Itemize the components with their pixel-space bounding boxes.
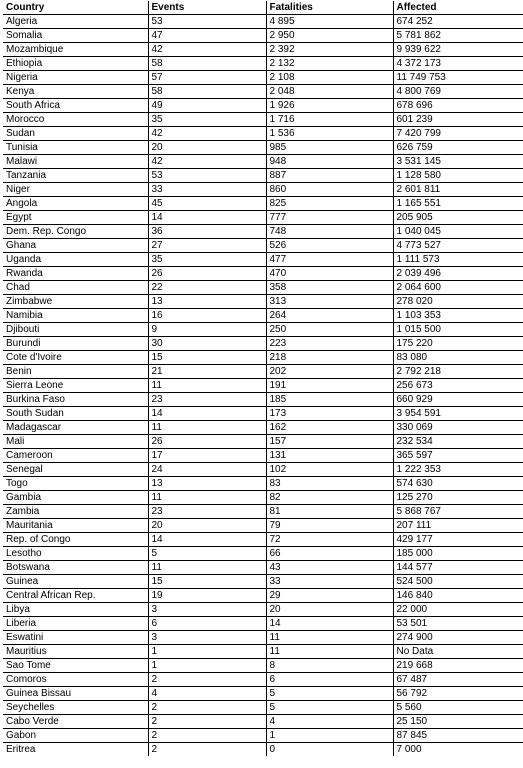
cell-fatalities: 33 bbox=[266, 575, 393, 589]
cell-country: Madagascar bbox=[3, 421, 148, 435]
cell-country: Mozambique bbox=[3, 43, 148, 57]
cell-events: 35 bbox=[148, 113, 266, 127]
cell-events: 20 bbox=[148, 141, 266, 155]
cell-affected: 5 868 767 bbox=[393, 505, 523, 519]
table-row bbox=[3, 211, 523, 225]
cell-affected: 22 000 bbox=[393, 603, 523, 617]
cell-country: Zambia bbox=[3, 505, 148, 519]
cell-country: Lesotho bbox=[3, 547, 148, 561]
header-affected: Affected bbox=[393, 1, 523, 15]
cell-country: Algeria bbox=[3, 15, 148, 29]
cell-events: 1 bbox=[148, 659, 266, 673]
cell-affected: 144 577 bbox=[393, 561, 523, 575]
cell-fatalities: 1 bbox=[266, 729, 393, 743]
cell-fatalities: 860 bbox=[266, 183, 393, 197]
table-row bbox=[3, 225, 523, 239]
cell-fatalities: 5 bbox=[266, 687, 393, 701]
cell-country: Mali bbox=[3, 435, 148, 449]
table-row bbox=[3, 85, 523, 99]
cell-events: 20 bbox=[148, 519, 266, 533]
cell-affected: 274 900 bbox=[393, 631, 523, 645]
data-sheet bbox=[3, 1, 523, 756]
cell-fatalities: 0 bbox=[266, 743, 393, 757]
cell-fatalities: 20 bbox=[266, 603, 393, 617]
cell-events: 17 bbox=[148, 449, 266, 463]
cell-affected: 7 420 799 bbox=[393, 127, 523, 141]
cell-events: 2 bbox=[148, 743, 266, 757]
cell-fatalities: 477 bbox=[266, 253, 393, 267]
cell-fatalities: 6 bbox=[266, 673, 393, 687]
cell-country: Mauritania bbox=[3, 519, 148, 533]
cell-affected: 205 905 bbox=[393, 211, 523, 225]
cell-country: Tanzania bbox=[3, 169, 148, 183]
cell-affected: 2 064 600 bbox=[393, 281, 523, 295]
cell-affected: No Data bbox=[393, 645, 523, 659]
table-row bbox=[3, 617, 523, 631]
table-row bbox=[3, 421, 523, 435]
cell-affected: 5 781 862 bbox=[393, 29, 523, 43]
cell-fatalities: 358 bbox=[266, 281, 393, 295]
table-row bbox=[3, 239, 523, 253]
cell-affected: 53 501 bbox=[393, 617, 523, 631]
cell-events: 2 bbox=[148, 701, 266, 715]
cell-affected: 1 222 353 bbox=[393, 463, 523, 477]
table-row bbox=[3, 337, 523, 351]
cell-events: 27 bbox=[148, 239, 266, 253]
cell-events: 23 bbox=[148, 393, 266, 407]
cell-fatalities: 250 bbox=[266, 323, 393, 337]
cell-fatalities: 777 bbox=[266, 211, 393, 225]
cell-fatalities: 887 bbox=[266, 169, 393, 183]
cell-fatalities: 2 108 bbox=[266, 71, 393, 85]
cell-country: Rep. of Congo bbox=[3, 533, 148, 547]
cell-affected: 1 128 580 bbox=[393, 169, 523, 183]
cell-events: 3 bbox=[148, 603, 266, 617]
table-row bbox=[3, 673, 523, 687]
cell-fatalities: 825 bbox=[266, 197, 393, 211]
cell-country: Guinea bbox=[3, 575, 148, 589]
cell-fatalities: 313 bbox=[266, 295, 393, 309]
table-row bbox=[3, 351, 523, 365]
cell-events: 5 bbox=[148, 547, 266, 561]
cell-fatalities: 470 bbox=[266, 267, 393, 281]
table-row bbox=[3, 729, 523, 743]
cell-country: Ethiopia bbox=[3, 57, 148, 71]
table-row bbox=[3, 743, 523, 757]
cell-events: 11 bbox=[148, 561, 266, 575]
cell-affected: 256 673 bbox=[393, 379, 523, 393]
cell-fatalities: 4 bbox=[266, 715, 393, 729]
cell-affected: 1 103 353 bbox=[393, 309, 523, 323]
cell-country: Libya bbox=[3, 603, 148, 617]
table-row bbox=[3, 435, 523, 449]
cell-affected: 83 080 bbox=[393, 351, 523, 365]
header-country: Country bbox=[3, 1, 148, 15]
cell-affected: 1 015 500 bbox=[393, 323, 523, 337]
cell-events: 3 bbox=[148, 631, 266, 645]
cell-events: 15 bbox=[148, 351, 266, 365]
country-statistics-table bbox=[3, 1, 523, 756]
cell-events: 42 bbox=[148, 43, 266, 57]
cell-fatalities: 2 392 bbox=[266, 43, 393, 57]
cell-events: 16 bbox=[148, 309, 266, 323]
cell-affected: 146 840 bbox=[393, 589, 523, 603]
cell-events: 21 bbox=[148, 365, 266, 379]
cell-events: 11 bbox=[148, 491, 266, 505]
table-row bbox=[3, 57, 523, 71]
table-row bbox=[3, 463, 523, 477]
cell-affected: 232 534 bbox=[393, 435, 523, 449]
table-row bbox=[3, 687, 523, 701]
cell-affected: 207 111 bbox=[393, 519, 523, 533]
cell-fatalities: 223 bbox=[266, 337, 393, 351]
cell-affected: 524 500 bbox=[393, 575, 523, 589]
cell-country: Mauritius bbox=[3, 645, 148, 659]
cell-fatalities: 8 bbox=[266, 659, 393, 673]
cell-country: Rwanda bbox=[3, 267, 148, 281]
cell-events: 4 bbox=[148, 687, 266, 701]
cell-affected: 660 929 bbox=[393, 393, 523, 407]
cell-fatalities: 43 bbox=[266, 561, 393, 575]
cell-affected: 574 630 bbox=[393, 477, 523, 491]
cell-fatalities: 79 bbox=[266, 519, 393, 533]
cell-events: 24 bbox=[148, 463, 266, 477]
cell-events: 14 bbox=[148, 211, 266, 225]
table-row bbox=[3, 169, 523, 183]
cell-country: Comoros bbox=[3, 673, 148, 687]
cell-affected: 2 601 811 bbox=[393, 183, 523, 197]
cell-country: Senegal bbox=[3, 463, 148, 477]
cell-fatalities: 131 bbox=[266, 449, 393, 463]
cell-affected: 7 000 bbox=[393, 743, 523, 757]
table-row bbox=[3, 477, 523, 491]
table-row bbox=[3, 547, 523, 561]
cell-fatalities: 748 bbox=[266, 225, 393, 239]
cell-country: Dem. Rep. Congo bbox=[3, 225, 148, 239]
table-row bbox=[3, 645, 523, 659]
cell-fatalities: 1 536 bbox=[266, 127, 393, 141]
table-row bbox=[3, 309, 523, 323]
cell-affected: 1 111 573 bbox=[393, 253, 523, 267]
cell-country: South Africa bbox=[3, 99, 148, 113]
cell-country: Uganda bbox=[3, 253, 148, 267]
table-row bbox=[3, 253, 523, 267]
cell-events: 19 bbox=[148, 589, 266, 603]
cell-country: Burundi bbox=[3, 337, 148, 351]
cell-affected: 601 239 bbox=[393, 113, 523, 127]
cell-country: Gabon bbox=[3, 729, 148, 743]
cell-events: 53 bbox=[148, 169, 266, 183]
cell-country: Malawi bbox=[3, 155, 148, 169]
cell-country: Cameroon bbox=[3, 449, 148, 463]
table-row bbox=[3, 379, 523, 393]
cell-country: Morocco bbox=[3, 113, 148, 127]
table-row bbox=[3, 15, 523, 29]
cell-country: Eritrea bbox=[6, 744, 36, 756]
cell-fatalities: 2 950 bbox=[266, 29, 393, 43]
table-row bbox=[3, 575, 523, 589]
cell-events: 26 bbox=[148, 435, 266, 449]
cell-fatalities: 1 716 bbox=[266, 113, 393, 127]
cell-events: 15 bbox=[148, 575, 266, 589]
cell-affected: 4 372 173 bbox=[393, 57, 523, 71]
table-row bbox=[3, 533, 523, 547]
cell-events: 23 bbox=[148, 505, 266, 519]
cell-fatalities: 264 bbox=[266, 309, 393, 323]
cell-affected: 175 220 bbox=[393, 337, 523, 351]
table-row bbox=[3, 561, 523, 575]
cell-fatalities: 4 895 bbox=[266, 15, 393, 29]
cell-country: Somalia bbox=[3, 29, 148, 43]
cell-events: 11 bbox=[148, 421, 266, 435]
cell-fatalities: 11 bbox=[266, 631, 393, 645]
cell-events: 47 bbox=[148, 29, 266, 43]
cell-affected: 3 531 145 bbox=[393, 155, 523, 169]
cell-affected: 1 040 045 bbox=[393, 225, 523, 239]
cell-affected: 9 939 622 bbox=[393, 43, 523, 57]
cell-country: South Sudan bbox=[3, 407, 148, 421]
table-row bbox=[3, 519, 523, 533]
cell-fatalities: 202 bbox=[266, 365, 393, 379]
table-row bbox=[3, 701, 523, 715]
cell-events: 2 bbox=[148, 729, 266, 743]
cell-country: Liberia bbox=[3, 617, 148, 631]
cell-fatalities: 985 bbox=[266, 141, 393, 155]
cell-affected: 365 597 bbox=[393, 449, 523, 463]
cell-country: Kenya bbox=[3, 85, 148, 99]
cell-fatalities: 82 bbox=[266, 491, 393, 505]
table-row bbox=[3, 393, 523, 407]
table-row bbox=[3, 113, 523, 127]
cell-events: 57 bbox=[148, 71, 266, 85]
table-body bbox=[3, 15, 523, 757]
cell-events: 2 bbox=[148, 715, 266, 729]
cell-affected: 626 759 bbox=[393, 141, 523, 155]
table-row bbox=[3, 505, 523, 519]
table-row bbox=[3, 71, 523, 85]
cell-fatalities: 157 bbox=[266, 435, 393, 449]
cell-events: 58 bbox=[148, 57, 266, 71]
cell-affected: 678 696 bbox=[393, 99, 523, 113]
table-row bbox=[3, 407, 523, 421]
cell-fatalities: 81 bbox=[266, 505, 393, 519]
table-row bbox=[3, 141, 523, 155]
cell-fatalities: 5 bbox=[266, 701, 393, 715]
table-row bbox=[3, 295, 523, 309]
cell-affected: 1 165 551 bbox=[393, 197, 523, 211]
table-row bbox=[3, 449, 523, 463]
cell-country: Nigeria bbox=[3, 71, 148, 85]
cell-country: Cabo Verde bbox=[3, 715, 148, 729]
table-row bbox=[3, 29, 523, 43]
cell-events: 58 bbox=[148, 85, 266, 99]
cell-fatalities: 102 bbox=[266, 463, 393, 477]
cell-country: Seychelles bbox=[3, 701, 148, 715]
cell-country: Sudan bbox=[3, 127, 148, 141]
table-row bbox=[3, 281, 523, 295]
cell-affected: 87 845 bbox=[393, 729, 523, 743]
cell-fatalities: 218 bbox=[266, 351, 393, 365]
cell-affected: 5 560 bbox=[393, 701, 523, 715]
cell-affected: 25 150 bbox=[393, 715, 523, 729]
cell-events: 45 bbox=[148, 197, 266, 211]
cell-affected: 185 000 bbox=[393, 547, 523, 561]
cell-affected: 56 792 bbox=[393, 687, 523, 701]
cell-events: 36 bbox=[148, 225, 266, 239]
table-row bbox=[3, 659, 523, 673]
cell-country: Zimbabwe bbox=[3, 295, 148, 309]
cell-events: 22 bbox=[148, 281, 266, 295]
cell-fatalities: 29 bbox=[266, 589, 393, 603]
cell-country: Benin bbox=[3, 365, 148, 379]
header-events: Events bbox=[148, 1, 266, 15]
cell-fatalities: 948 bbox=[266, 155, 393, 169]
cell-country: Botswana bbox=[3, 561, 148, 575]
cell-events: 6 bbox=[148, 617, 266, 631]
cell-events: 14 bbox=[148, 533, 266, 547]
cell-events: 53 bbox=[148, 15, 266, 29]
cell-events: 13 bbox=[148, 477, 266, 491]
table-row bbox=[3, 127, 523, 141]
cell-fatalities: 2 048 bbox=[266, 85, 393, 99]
cell-affected: 125 270 bbox=[393, 491, 523, 505]
cell-country: Tunisia bbox=[3, 141, 148, 155]
cell-country: Sierra Leone bbox=[3, 379, 148, 393]
cell-fatalities: 185 bbox=[266, 393, 393, 407]
table-row bbox=[3, 715, 523, 729]
cell-country: Namibia bbox=[3, 309, 148, 323]
table-row bbox=[3, 589, 523, 603]
cell-affected: 67 487 bbox=[393, 673, 523, 687]
cell-country: Guinea Bissau bbox=[3, 687, 148, 701]
cell-affected: 2 792 218 bbox=[393, 365, 523, 379]
cell-affected: 674 252 bbox=[393, 15, 523, 29]
table-row bbox=[3, 155, 523, 169]
cell-affected: 11 749 753 bbox=[393, 71, 523, 85]
cell-fatalities: 83 bbox=[266, 477, 393, 491]
cell-country: Djibouti bbox=[3, 323, 148, 337]
cell-events: 42 bbox=[148, 127, 266, 141]
cell-fatalities: 173 bbox=[266, 407, 393, 421]
cell-affected: 330 069 bbox=[393, 421, 523, 435]
cell-fatalities: 14 bbox=[266, 617, 393, 631]
cell-events: 26 bbox=[148, 267, 266, 281]
cell-fatalities: 526 bbox=[266, 239, 393, 253]
cell-events: 35 bbox=[148, 253, 266, 267]
table-row bbox=[3, 603, 523, 617]
cell-affected: 278 020 bbox=[393, 295, 523, 309]
cell-events: 1 bbox=[148, 645, 266, 659]
table-row bbox=[3, 323, 523, 337]
cell-country: Chad bbox=[3, 281, 148, 295]
cell-country: Eswatini bbox=[3, 631, 148, 645]
cell-fatalities: 66 bbox=[266, 547, 393, 561]
cell-country: Gambia bbox=[3, 491, 148, 505]
cell-events: 49 bbox=[148, 99, 266, 113]
cell-fatalities: 11 bbox=[266, 645, 393, 659]
table-row bbox=[3, 197, 523, 211]
cell-fatalities: 2 132 bbox=[266, 57, 393, 71]
cell-affected: 4 773 527 bbox=[393, 239, 523, 253]
table-row bbox=[3, 631, 523, 645]
table-row bbox=[3, 365, 523, 379]
table-row bbox=[3, 183, 523, 197]
cell-fatalities: 191 bbox=[266, 379, 393, 393]
cell-events: 2 bbox=[148, 673, 266, 687]
cell-country: Cote d'Ivoire bbox=[3, 351, 148, 365]
cell-fatalities: 162 bbox=[266, 421, 393, 435]
table-row bbox=[3, 99, 523, 113]
cell-events: 42 bbox=[148, 155, 266, 169]
table-row bbox=[3, 267, 523, 281]
cell-country: Burkina Faso bbox=[3, 393, 148, 407]
cell-fatalities: 1 926 bbox=[266, 99, 393, 113]
cell-events: 30 bbox=[148, 337, 266, 351]
cell-events: 14 bbox=[148, 407, 266, 421]
table-row bbox=[3, 491, 523, 505]
cell-country: Angola bbox=[3, 197, 148, 211]
cell-events: 33 bbox=[148, 183, 266, 197]
cell-country: Sao Tome bbox=[3, 659, 148, 673]
cell-affected: 2 039 496 bbox=[393, 267, 523, 281]
cell-country: Egypt bbox=[3, 211, 148, 225]
cell-events: 9 bbox=[148, 323, 266, 337]
table-row bbox=[3, 43, 523, 57]
cell-affected: 429 177 bbox=[393, 533, 523, 547]
cell-affected: 3 954 591 bbox=[393, 407, 523, 421]
cell-fatalities: 72 bbox=[266, 533, 393, 547]
cell-country: Ghana bbox=[3, 239, 148, 253]
cell-country: Central African Rep. bbox=[3, 589, 148, 603]
header-fatalities: Fatalities bbox=[266, 1, 393, 15]
cell-events: 11 bbox=[148, 379, 266, 393]
cell-affected: 4 800 769 bbox=[393, 85, 523, 99]
cell-country: Togo bbox=[3, 477, 148, 491]
cell-events: 13 bbox=[148, 295, 266, 309]
table-header-row bbox=[3, 1, 523, 15]
cell-affected: 219 668 bbox=[393, 659, 523, 673]
cell-country: Niger bbox=[3, 183, 148, 197]
